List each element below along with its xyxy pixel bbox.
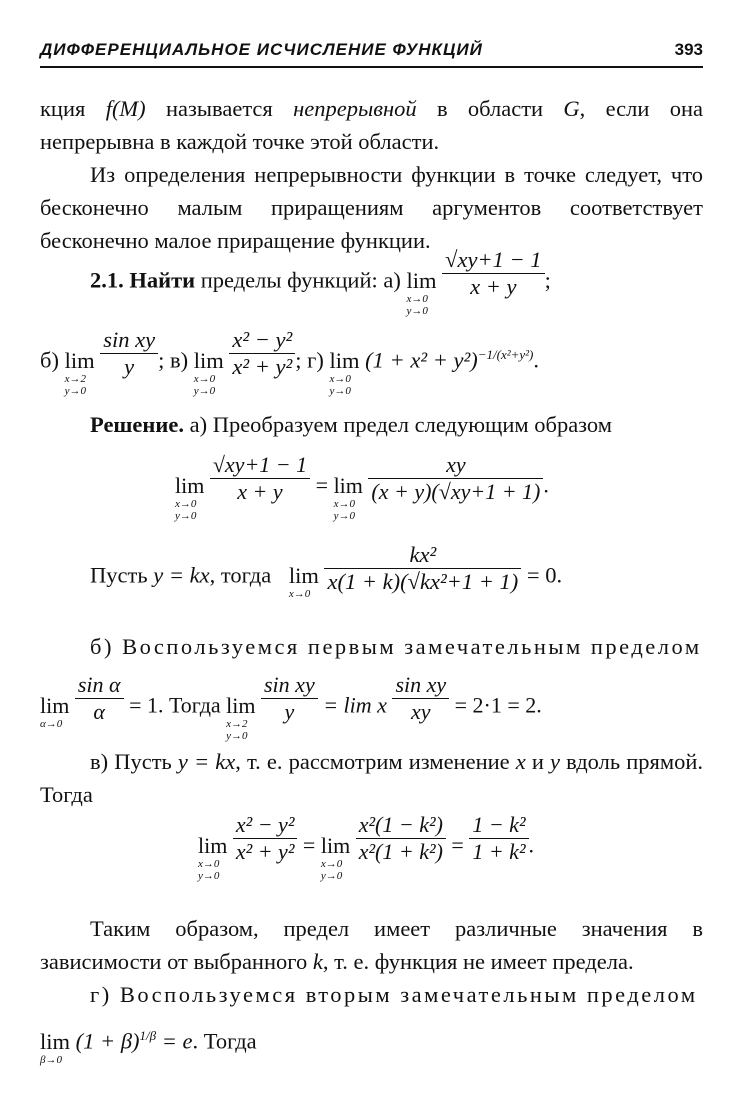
page-header [40,40,703,68]
task-b-v-g: б) lim x→2 y→0 $\frac{\text{sin xy}}{y}$ ; в) lim x→0 y→0 $\frac{\text{x² − y²}}{\text{x² + y²}}$ ; г) lim x→0 y→0 $(1 + x^2 + y^2)^{-1/(x^2+y^2)}$. [40,327,540,397]
lim-a: lim x→0 y→0 [406,267,437,317]
part-v-intro: в) Пусть y = kx, т. е. рассмотрим изменение x и y вдоль прямой. Тогда [40,749,703,807]
paragraph-continuity: кция f(M) называется непрерывной в области G, если она непрерывна в каждой точке этой области. [40,96,703,154]
paragraph-conclusion: Таким образом, предел имеет различные значения в зависимости от выбранного k, т. е. функция не имеет предела. [40,916,703,974]
part-b-intro: б) Воспользуемся первым замечательным пределом [90,634,702,659]
expr-g: (1 + x² + y²) [365,347,478,373]
paragraph-definition: Из определения непрерывности функции в точке следует, что бесконечно малым приращениям аргументов соответствует бесконечно малое приращение функции. [40,162,703,253]
part-g-intro: г) Воспользуемся вторым замечательным пределом [90,982,698,1007]
fraction-v: $\frac{\text{x² − y²}}{\text{x² + y²}}$ [229,327,295,380]
page-number: 393 [674,40,703,59]
equation-4: lim x→0 y→0 $\frac{\text{x² − y²}}{\text{x² + y²}}$ = lim x→0 y→0 $\frac{\text{x²(1 − k²)}}{\text{x²(1 + k²)}}$ = $\frac{\text{1 − k²}}{\text{1 + k²}}$ . [198,812,535,882]
fraction-a: $\frac{√xy+1 - 1}{x + y}$ [442,247,544,300]
term-continuous: непрерывной [293,96,417,121]
solution-intro: Решение. а) Преобразуем предел следующим образом [90,412,612,437]
task-2-1: 2.1. Найти пределы функций: а) lim x→0 y→0 $\frac{√xy+1 - 1}{x + y}$ ; [90,247,551,317]
header-title: ДИФФЕРЕНЦИАЛЬНОЕ ИСЧИСЛЕНИЕ ФУНКЦИЙ [40,40,483,59]
equation-3: lim α→0 $\frac{\text{sin α}}{\alpha}$ = 1. Тогда lim x→2 y→0 $\frac{\text{sin xy}}{y}$ = lim x $\frac{\text{sin xy}}{xy}$ = 2·1 = 2. [40,672,542,742]
equation-5: lim β→0 $(1 + \beta)^{1/\beta} = e$. Тогда [40,1028,257,1066]
function-fm: f(M) [105,96,146,121]
equation-2: Пусть y = kx, тогда lim x→0 $\frac{\text{kx²}}{\text{x(1 + k)(√kx²+1 + 1)}}$ = 0. [90,542,563,600]
fraction-b: $\frac{\text{sin xy}}{y}$ [100,327,158,380]
equation-1: lim x→0 y→0 $\frac{√xy+1 - 1}{x + y}$ = lim x→0 y→0 $\frac{xy}{(x + y)(√xy+1 + 1)}$ . [175,452,549,522]
